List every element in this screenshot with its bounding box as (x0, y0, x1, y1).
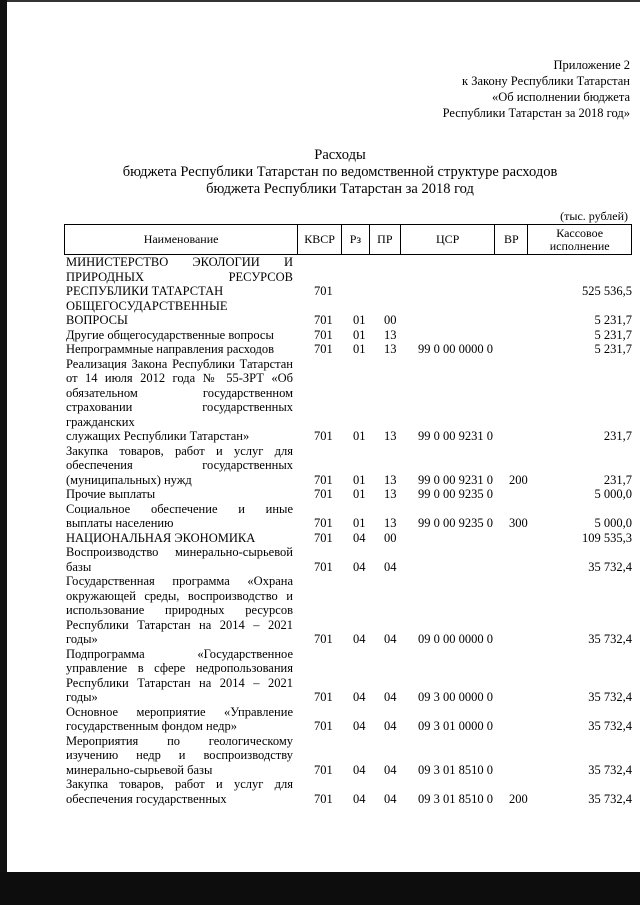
row-name-line: государственном страховании (66, 385, 293, 414)
cell-csr: 09 3 01 8510 0 (418, 762, 493, 777)
row-name-line: базы (66, 559, 92, 574)
row-name-line: Закупка товаров, работ и услуг для (66, 777, 293, 791)
table-row (66, 545, 632, 574)
title-line: бюджета Республики Татарстан по ведомственной структуре расходов (122, 164, 558, 180)
row-name-line: Подпрограмма «Государственное (66, 646, 293, 661)
cell-csr: 99 0 00 0000 0 (418, 342, 493, 356)
cell-rz: 04 (353, 719, 366, 733)
cell-amount: 5 000,0 (594, 487, 632, 501)
cell-kvsr: 701 (314, 313, 333, 327)
row-name-line: № 55-ЗРТ «Об обязательном (66, 371, 293, 400)
cell-kvsr: 701 (314, 472, 333, 487)
cell-pr: 00 (384, 530, 397, 545)
cell-amount: 35 732,4 (588, 762, 632, 777)
table-row (66, 328, 632, 343)
row-name (66, 777, 293, 806)
cell-rz: 01 (353, 472, 366, 487)
cell-vr: 200 (509, 791, 528, 806)
row-name-line: выплаты населению (66, 516, 174, 530)
cell-kvsr: 701 (314, 690, 333, 704)
cell-amount: 231,7 (603, 429, 632, 443)
cell-rz: 04 (353, 791, 366, 806)
cell-pr: 00 (384, 313, 397, 327)
document-title (0, 147, 640, 198)
table-row (66, 357, 632, 444)
appendix-line: «Об исполнении бюджета (491, 90, 630, 104)
row-name-line: Республики Татарстан на 2014 – 2021 (66, 675, 293, 690)
cell-amount: 5 231,7 (594, 342, 632, 356)
appendix-line: Республики Татарстан за 2018 год» (442, 106, 630, 120)
row-name-line: ПРИРОДНЫХ РЕСУРСОВ (66, 269, 293, 284)
cell-rz: 01 (353, 327, 366, 342)
cell-csr: 99 0 00 9231 0 (418, 472, 493, 487)
cell-csr: 09 3 00 0000 0 (418, 690, 493, 704)
appendix-line: к Закону Республики Татарстан (462, 74, 630, 88)
cell-pr: 04 (384, 791, 397, 806)
cell-kvsr: 701 (314, 762, 333, 777)
row-name-line: годы» (66, 632, 98, 646)
table-row (66, 531, 632, 546)
row-name-line: использование природных ресурсов (66, 603, 293, 617)
header-vr: ВР (495, 225, 528, 254)
row-name-line: обеспечения государственных (66, 791, 227, 806)
cell-csr: 09 3 01 8510 0 (418, 791, 493, 806)
row-name (66, 357, 293, 444)
cell-amount: 525 536,5 (582, 284, 632, 298)
row-name-line: Прочие выплаты (66, 487, 156, 501)
table-header (64, 224, 632, 255)
cell-pr: 04 (384, 690, 397, 704)
cell-amount: 35 732,4 (588, 632, 632, 646)
row-name (66, 255, 293, 299)
header-kvsr: КВСР (298, 225, 342, 254)
row-name-line: ВОПРОСЫ (66, 313, 128, 327)
cell-vr: 200 (509, 472, 528, 487)
cell-amount: 5 231,7 (594, 313, 632, 327)
row-name-line: Социальное обеспечение и иные (66, 501, 293, 516)
page-edge-top (0, 0, 640, 2)
row-name-line: минерально-сырьевой базы (66, 762, 213, 777)
row-name (66, 531, 293, 546)
cell-rz: 04 (353, 762, 366, 777)
cell-rz: 04 (353, 690, 366, 704)
header-pr: ПР (370, 225, 401, 254)
cell-pr: 13 (384, 342, 397, 356)
cell-rz: 01 (353, 342, 366, 356)
cell-kvsr: 701 (314, 516, 333, 530)
cell-kvsr: 701 (314, 530, 333, 545)
row-name (66, 487, 293, 502)
row-name-line: Основное мероприятие «Управление (66, 704, 293, 719)
row-name-line: Закупка товаров, работ и услуг для (66, 443, 293, 458)
table-row (66, 487, 632, 502)
appendix-line: Приложение 2 (553, 58, 630, 72)
row-name-line: служащих Республики Татарстан» (66, 429, 250, 443)
cell-csr: 09 3 01 0000 0 (418, 719, 493, 733)
cell-pr: 13 (384, 327, 397, 342)
row-name-line: окружающей среды, воспроизводство и (66, 588, 293, 603)
appendix-note (330, 57, 630, 121)
row-name-line: Татарстан от 14 июля 2012 года (66, 356, 293, 385)
header-amount: Кассовое исполнение (549, 225, 610, 253)
row-name (66, 647, 293, 705)
cell-pr: 04 (384, 632, 397, 646)
table-row (66, 734, 632, 778)
units-label: (тыс. рублей) (560, 209, 628, 223)
row-name-line: управление в сфере недропользования (66, 661, 293, 675)
cell-pr: 04 (384, 719, 397, 733)
cell-pr: 13 (384, 487, 397, 501)
cell-rz: 01 (353, 429, 366, 443)
row-name-line: (муниципальных) нужд (66, 472, 192, 487)
row-name (66, 502, 293, 531)
row-name-line: Реализация Закона Республики (66, 356, 235, 371)
cell-amount: 35 732,4 (588, 719, 632, 733)
cell-amount: 109 535,3 (582, 530, 632, 545)
header-name: Наименование (65, 225, 298, 254)
row-name-line: годы» (66, 690, 98, 704)
cell-rz: 01 (353, 313, 366, 327)
cell-kvsr: 701 (314, 632, 333, 646)
page-edge-bottom (0, 872, 640, 905)
row-name (66, 299, 293, 328)
cell-kvsr: 701 (314, 719, 333, 733)
title-line: Расходы (314, 147, 366, 163)
cell-amount: 5 000,0 (594, 516, 632, 530)
cell-kvsr: 701 (314, 487, 333, 501)
row-name-line: Другие общегосударственные вопросы (66, 327, 274, 342)
table-row (66, 255, 632, 299)
cell-rz: 01 (353, 516, 366, 530)
cell-vr: 300 (509, 516, 528, 530)
table-row (66, 444, 632, 488)
cell-pr: 13 (384, 516, 397, 530)
cell-amount: 35 732,4 (588, 690, 632, 704)
cell-kvsr: 701 (314, 342, 333, 356)
table-row (66, 647, 632, 705)
cell-pr: 13 (384, 472, 397, 487)
title-line: бюджета Республики Татарстан за 2018 год (206, 181, 474, 197)
row-name (66, 328, 293, 343)
row-name-line: Воспроизводство минерально-сырьевой (66, 545, 293, 559)
table-row (66, 342, 632, 357)
cell-kvsr: 701 (314, 559, 333, 574)
row-name-line: МИНИСТЕРСТВО ЭКОЛОГИИ И (66, 255, 293, 269)
cell-amount: 231,7 (603, 472, 632, 487)
cell-kvsr: 701 (314, 791, 333, 806)
table-row (66, 777, 632, 806)
cell-pr: 04 (384, 559, 397, 574)
cell-csr: 99 0 00 9235 0 (418, 487, 493, 501)
row-name-line: Государственная программа «Охрана (66, 574, 293, 588)
cell-csr: 99 0 00 9231 0 (418, 429, 493, 443)
row-name-line: государственных гражданских (66, 400, 293, 429)
row-name (66, 574, 293, 647)
row-name (66, 734, 293, 778)
row-name-line: НАЦИОНАЛЬНАЯ ЭКОНОМИКА (66, 530, 256, 545)
cell-kvsr: 701 (314, 429, 333, 443)
row-name-line: Республики Татарстан на 2014 – 2021 (66, 617, 293, 632)
row-name-line: Мероприятия по геологическому (66, 733, 293, 748)
cell-amount: 5 231,7 (594, 327, 632, 342)
cell-amount: 35 732,4 (588, 559, 632, 574)
row-name-line: ОБЩЕГОСУДАРСТВЕННЫЕ (66, 298, 228, 313)
table-row (66, 705, 632, 734)
table-row (66, 502, 632, 531)
row-name-line: РЕСПУБЛИКИ ТАТАРСТАН (66, 284, 224, 298)
row-name (66, 444, 293, 488)
row-name (66, 705, 293, 734)
header-csr: ЦСР (401, 225, 496, 254)
row-name-line: обеспечения государственных (66, 458, 293, 472)
row-name (66, 342, 293, 357)
cell-csr: 09 0 00 0000 0 (418, 632, 493, 646)
cell-kvsr: 701 (314, 284, 333, 298)
cell-rz: 04 (353, 559, 366, 574)
row-name (66, 545, 293, 574)
table-body (66, 255, 632, 806)
cell-kvsr: 701 (314, 327, 333, 342)
page-edge-left (0, 0, 7, 905)
cell-csr: 99 0 00 9235 0 (418, 516, 493, 530)
table-row (66, 574, 632, 647)
cell-rz: 04 (353, 632, 366, 646)
cell-pr: 04 (384, 762, 397, 777)
cell-rz: 04 (353, 530, 366, 545)
cell-rz: 01 (353, 487, 366, 501)
cell-pr: 13 (384, 429, 397, 443)
row-name-line: изучению недр и воспроизводству (66, 748, 293, 762)
cell-amount: 35 732,4 (588, 791, 632, 806)
row-name-line: Непрограммные направления расходов (66, 342, 274, 356)
row-name-line: государственным фондом недр» (66, 719, 237, 733)
header-rz: Рз (342, 225, 370, 254)
table-row (66, 299, 632, 328)
